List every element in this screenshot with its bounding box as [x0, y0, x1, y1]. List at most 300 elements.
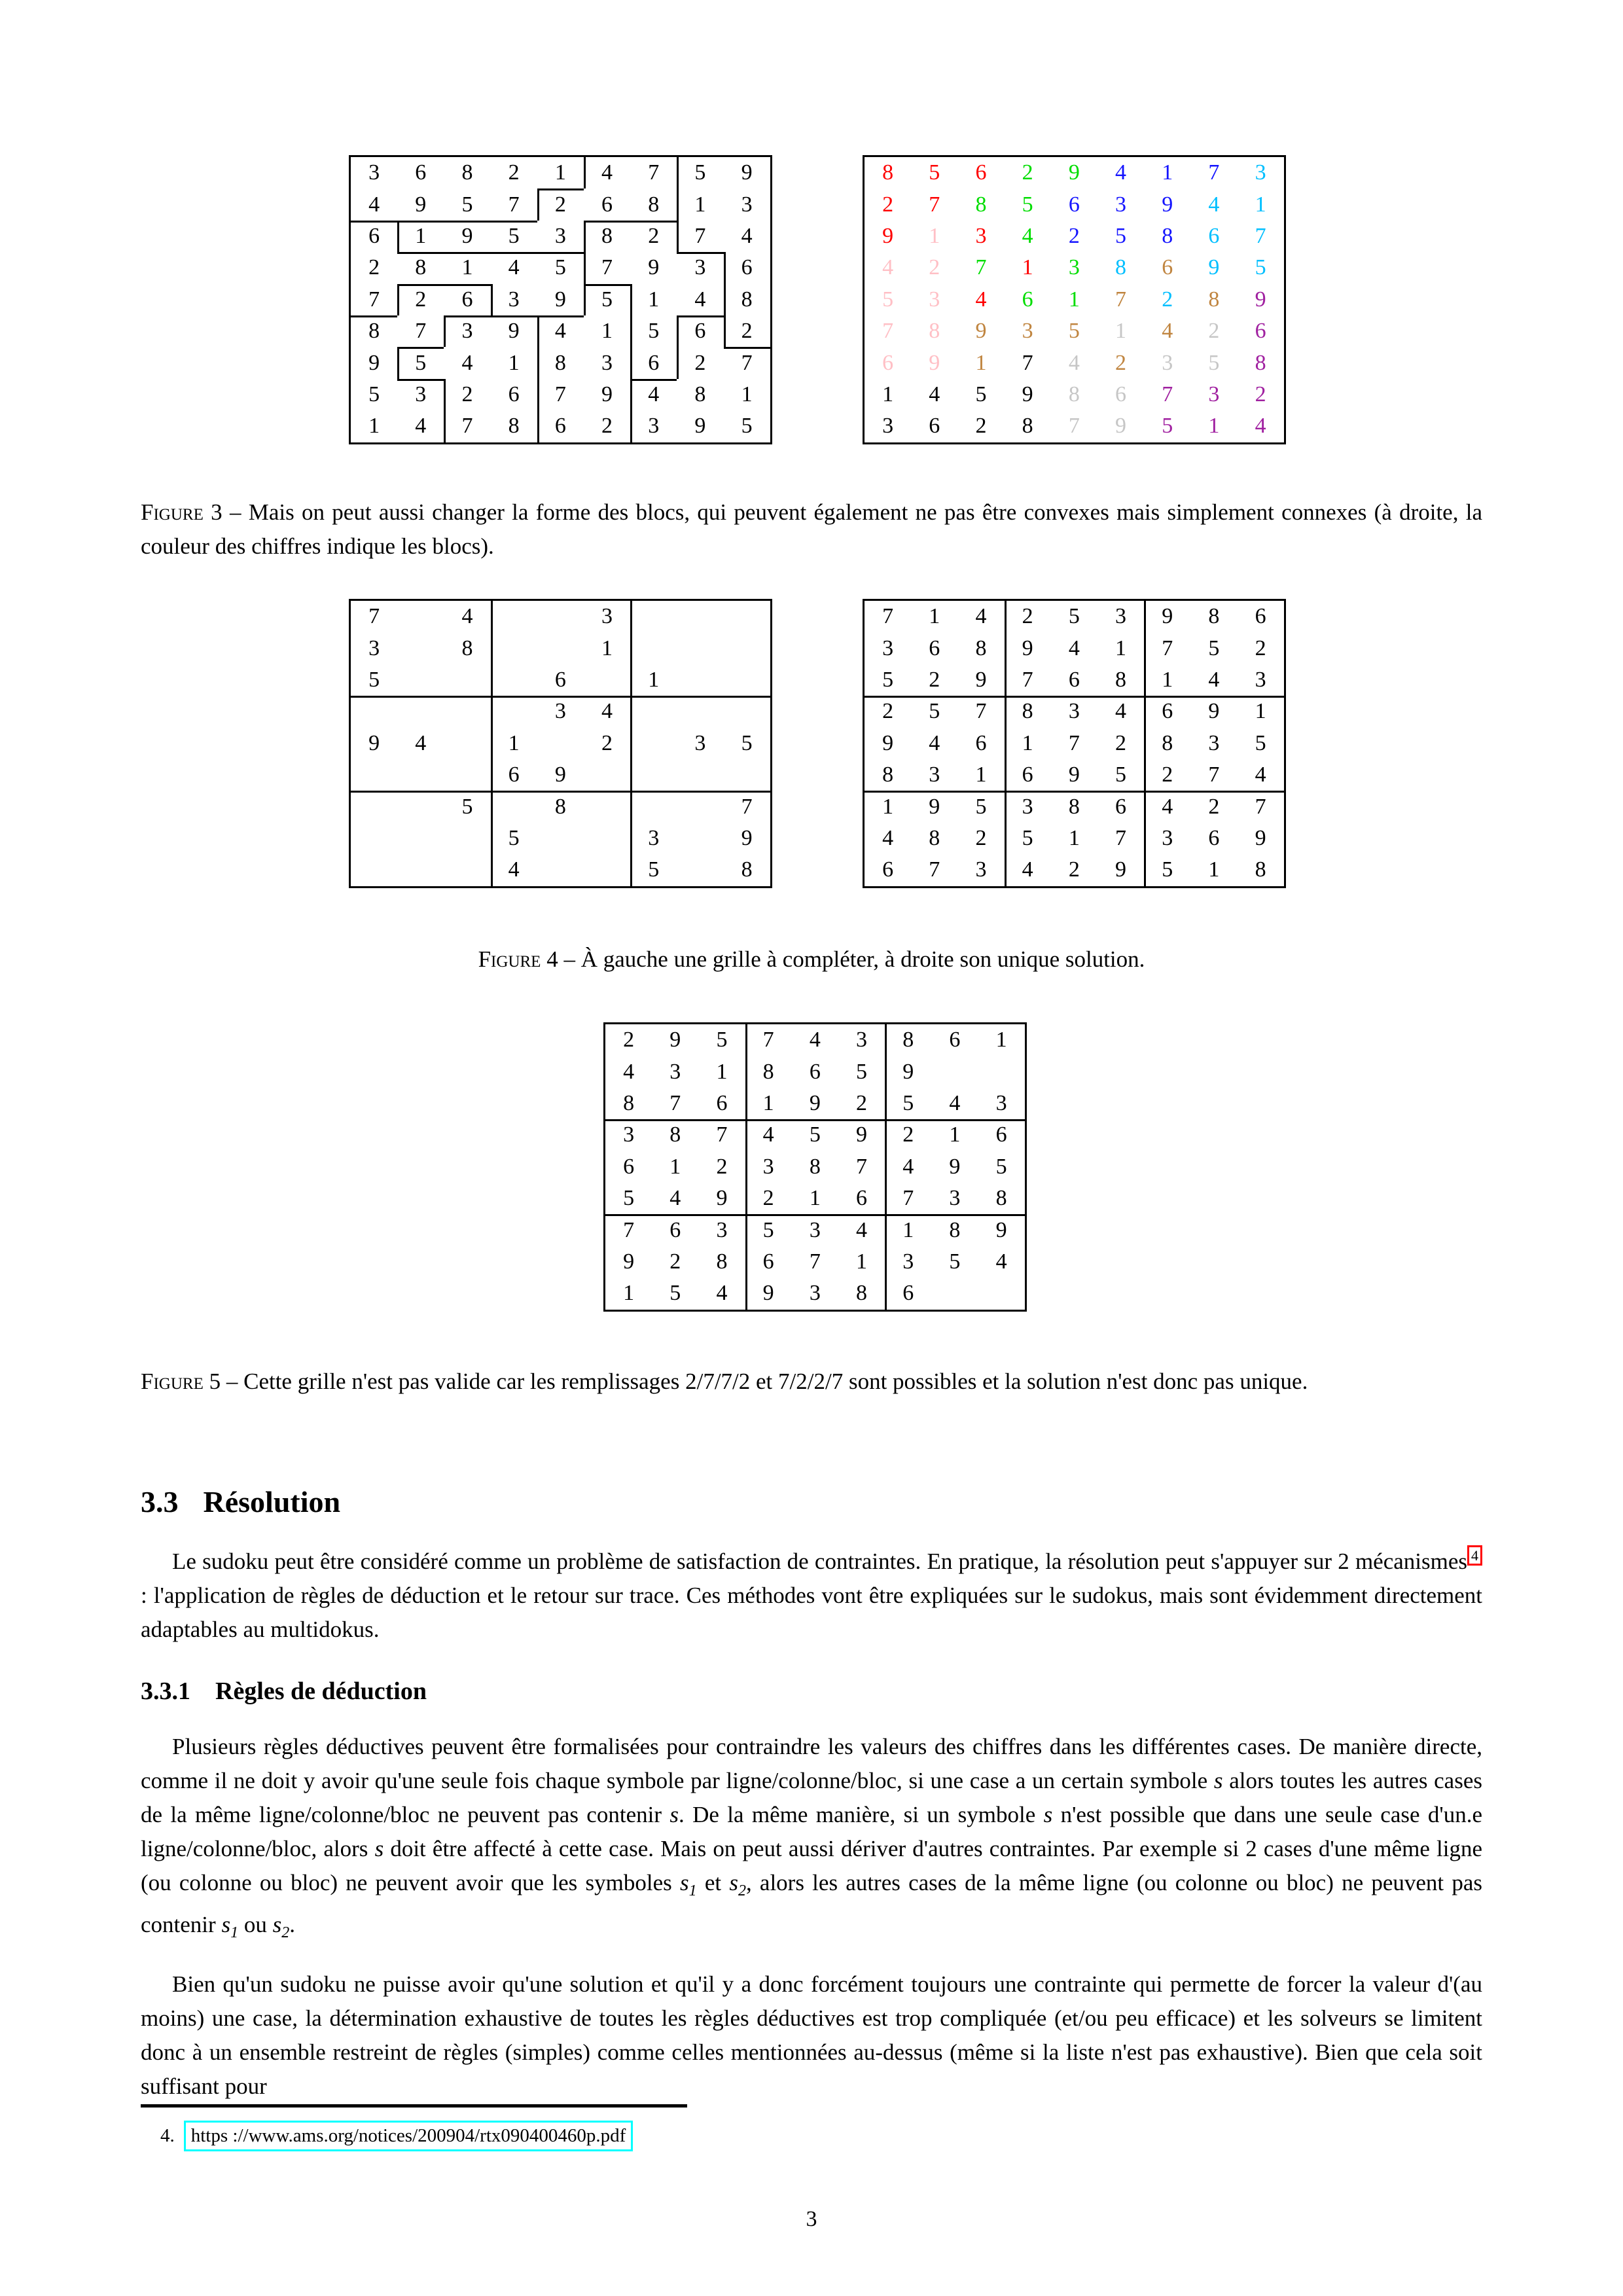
sudoku-cell: 2: [601, 414, 613, 439]
sudoku-cell: 1: [975, 350, 987, 375]
sudoku-cell: 3: [745, 1151, 792, 1183]
sudoku-cell: [351, 791, 397, 822]
sudoku-cell: 9: [1255, 825, 1266, 850]
sudoku-cell: 9: [741, 160, 753, 185]
sudoku-cell: 7: [1238, 791, 1284, 822]
sudoku-cell: 6: [623, 1154, 635, 1179]
sudoku-cell: [677, 664, 723, 696]
sudoku-cell: 4: [885, 1151, 931, 1183]
sudoku-cell: 6: [1068, 192, 1080, 217]
sudoku-cell: 9: [745, 1278, 792, 1309]
sudoku-cell: 7: [1022, 350, 1033, 375]
sudoku-cell: 7: [882, 319, 894, 344]
sudoku-cell: 1: [1238, 696, 1284, 727]
sudoku-cell: [931, 1278, 978, 1309]
sudoku-cell: 2: [975, 414, 987, 439]
sudoku-cell: 1: [856, 1249, 868, 1274]
sudoku-cell: 1: [1022, 255, 1033, 280]
sudoku-cell: 7: [957, 696, 1004, 727]
sudoku-cell: 5: [1208, 636, 1220, 660]
sudoku-cell: 5: [745, 1214, 792, 1246]
sudoku-cell: 4: [1068, 350, 1080, 375]
sudoku-cell: 8: [882, 160, 894, 185]
figure4-caption-text: À gauche une grille à compléter, à droite son unique solution.: [580, 946, 1145, 972]
subsection-heading: [141, 1677, 427, 1706]
sudoku-cell: 8: [584, 221, 630, 252]
sudoku-cell: 9: [975, 667, 987, 692]
sudoku-cell: 7: [368, 604, 380, 629]
sudoku-cell: 7: [856, 1154, 868, 1179]
sudoku-cell: 3: [601, 350, 613, 375]
sudoku-cell: 8: [1255, 857, 1266, 882]
sudoku-cell: 9: [741, 825, 753, 850]
sudoku-cell: 5: [949, 1249, 961, 1274]
sudoku-cell: 9: [491, 315, 537, 347]
sudoku-cell: 1: [931, 1119, 978, 1151]
sudoku-cell: 3: [975, 857, 987, 882]
sudoku-cell: 7: [929, 857, 940, 882]
caption-separator: –: [229, 499, 241, 525]
sudoku-cell: 5: [397, 347, 444, 378]
sudoku-cell: 4: [1255, 762, 1266, 787]
sudoku-cell: 3: [397, 379, 444, 410]
sudoku-grid-colored-blocks: [863, 155, 1286, 444]
sudoku-cell: 3: [1144, 823, 1190, 854]
sudoku-cell: 3: [630, 410, 677, 442]
sudoku-cell: 4: [745, 1119, 792, 1151]
sudoku-cell: 4: [838, 1214, 885, 1246]
sudoku-cell: [677, 759, 723, 791]
sudoku-cell: 5: [623, 1186, 635, 1211]
figure3-label: Figure 3: [141, 499, 223, 525]
sudoku-cell: [491, 664, 537, 696]
sudoku-cell: 6: [351, 221, 397, 252]
footnote-url-link[interactable]: https ://www.ams.org/notices/200904/rtx090400460p.pdf: [184, 2121, 633, 2151]
sudoku-cell: 9: [838, 1119, 885, 1151]
sudoku-cell: 7: [1255, 223, 1266, 248]
sudoku-cell: 9: [1208, 255, 1220, 280]
sudoku-cell: 8: [929, 825, 940, 850]
sudoku-cell: 8: [929, 319, 940, 344]
sudoku-cell: 9: [809, 1090, 821, 1115]
sudoku-cell: 5: [461, 192, 473, 217]
sudoku-cell: 6: [929, 414, 940, 439]
sudoku-cell: 1: [716, 1059, 728, 1084]
sudoku-cell: 2: [623, 1028, 635, 1052]
sudoku-cell: 6: [975, 160, 987, 185]
sudoku-cell: 1: [601, 636, 613, 660]
sudoku-cell: [630, 632, 677, 664]
sudoku-cell: [584, 854, 630, 886]
sudoku-cell: 1: [975, 762, 987, 787]
sudoku-cell: 2: [677, 347, 723, 378]
sudoku-cell: 5: [1115, 762, 1127, 787]
sudoku-cell: 4: [929, 382, 940, 406]
figure4-label: Figure 4: [478, 946, 558, 972]
sudoku-cell: [537, 601, 584, 632]
sudoku-cell: 2: [1190, 791, 1237, 822]
sudoku-cell: 9: [975, 319, 987, 344]
subsection-paragraph-1-text: Plusieurs règles déductives peuvent être formalisées pour contraindre les valeurs des chiffres dans les différentes cases. De manière directe, comme il ne doit y avoir qu'une seule fois chaque symbole par ligne/colonne/bloc, si une case a un certain symbole s alors toutes les autres cases de la même ligne/colonne/bloc ne peuvent pas contenir s. De la même manière, si un symbole s n'est possible que dans une seule case d'un.e ligne/colonne/bloc, alors s doit être affecté à cette case. Mais on peut aussi dériver d'autres contraintes. Par exemple si 2 cases d'une même ligne (ou colonne ou bloc) ne peuvent avoir que les symboles $s_1$ et $s_2$, alors les autres cases de la même ligne (ou colonne ou bloc) ne peuvent pas contenir $s_1$ ou $s_2$.: [141, 1734, 1483, 1941]
sudoku-cell: 3: [1255, 160, 1266, 185]
sudoku-cell: 4: [882, 825, 894, 850]
sudoku-cell: 2: [1115, 730, 1127, 755]
sudoku-cell: 4: [1097, 696, 1144, 727]
sudoku-cell: 8: [809, 1154, 821, 1179]
sudoku-cell: 6: [1097, 791, 1144, 822]
sudoku-cell: 5: [1255, 255, 1266, 280]
sudoku-cell: 4: [491, 854, 537, 886]
sudoku-cell: 8: [461, 636, 473, 660]
sudoku-cell: 9: [444, 221, 490, 252]
footnote-reference-marker[interactable]: 4: [1467, 1545, 1482, 1566]
sudoku-cell: 6: [882, 857, 894, 882]
sudoku-cell: 4: [975, 604, 987, 629]
sudoku-cell: 2: [929, 255, 940, 280]
sudoku-cell: 8: [741, 857, 753, 882]
sudoku-cell: [677, 696, 723, 727]
sudoku-cell: 1: [1208, 857, 1220, 882]
sudoku-cell: [630, 759, 677, 791]
sudoku-cell: 7: [882, 604, 894, 629]
sudoku-cell: 5: [1255, 730, 1266, 755]
subsection-paragraph-2-text: Bien qu'un sudoku ne puisse avoir qu'une solution et qu'il y a donc forcément toujours une contrainte qui permette de forcer la valeur d'(au moins) une case, la détermination exhaustive de toutes les règles déductives est trop compliquée (et/ou peu efficace) et les solveurs se limitent donc à un ensemble restreint de règles (simples) comme celles mentionnées au-dessus (même si la liste n'est pas exhaustive). Bien que cela soit suffisant pour: [141, 1971, 1482, 2099]
sudoku-cell: 5: [856, 1059, 868, 1084]
sudoku-cell: 7: [1115, 825, 1127, 850]
sudoku-cell: 3: [1208, 730, 1220, 755]
sudoku-cell: 3: [949, 1186, 961, 1211]
sudoku-cell: 6: [444, 284, 490, 315]
sudoku-cell: 4: [491, 252, 537, 283]
sudoku-cell: 9: [1144, 601, 1190, 632]
sudoku-cell: 6: [949, 1028, 961, 1052]
caption-separator: –: [226, 1369, 238, 1394]
sudoku-cell: 7: [1005, 664, 1051, 696]
sudoku-cell: 7: [724, 791, 770, 822]
sudoku-cell: 7: [669, 1090, 681, 1115]
sudoku-cell: 6: [491, 759, 537, 791]
sudoku-cell: 6: [537, 410, 584, 442]
subsection-title: Règles de déduction: [215, 1677, 427, 1705]
sudoku-cell: 2: [885, 1119, 931, 1151]
sudoku-cell: 7: [444, 410, 490, 442]
sudoku-cell: 8: [931, 1214, 978, 1246]
sudoku-cell: 6: [554, 667, 566, 692]
sudoku-cell: [537, 632, 584, 664]
sudoku-cell: [397, 696, 444, 727]
sudoku-cell: 9: [1190, 696, 1237, 727]
sudoku-cell: 4: [1255, 414, 1266, 439]
sudoku-cell: 8: [1255, 350, 1266, 375]
sudoku-cell: [677, 601, 723, 632]
sudoku-cell: 8: [1144, 728, 1190, 759]
sudoku-cell: [444, 759, 490, 791]
sudoku-cell: 3: [885, 1246, 931, 1278]
sudoku-cell: 5: [929, 160, 940, 185]
figure5-caption: [141, 1365, 1482, 1399]
sudoku-cell: 9: [1068, 762, 1080, 787]
sudoku-cell: 9: [1005, 632, 1051, 664]
sudoku-cell: [397, 632, 444, 664]
sudoku-cell: 3: [677, 252, 723, 283]
sudoku-cell: [537, 823, 584, 854]
sudoku-cell: 1: [630, 284, 677, 315]
sudoku-cell: 4: [809, 1028, 821, 1052]
sudoku-cell: 8: [1208, 604, 1220, 629]
sudoku-cell: 5: [957, 791, 1004, 822]
sudoku-cell: 6: [882, 350, 894, 375]
sudoku-cell: 4: [949, 1090, 961, 1115]
sudoku-cell: 6: [508, 382, 520, 406]
sudoku-cell: 5: [630, 854, 677, 886]
sudoku-cell: 9: [885, 1056, 931, 1087]
figure3-caption: [141, 495, 1482, 564]
sudoku-cell: 5: [630, 315, 677, 347]
sudoku-cell: 4: [415, 730, 427, 755]
sudoku-cell: [630, 696, 677, 727]
sudoku-cell: 3: [975, 223, 987, 248]
footnote-rule: [141, 2104, 687, 2108]
sudoku-cell: 2: [1208, 319, 1220, 344]
sudoku-cell: 7: [537, 379, 584, 410]
sudoku-cell: 3: [1022, 319, 1033, 344]
sudoku-cell: 5: [975, 382, 987, 406]
sudoku-cell: 2: [1022, 160, 1033, 185]
sudoku-cell: 1: [882, 382, 894, 406]
sudoku-cell: 1: [865, 791, 911, 822]
sudoku-cell: 8: [397, 252, 444, 283]
sudoku-cell: 7: [605, 1214, 652, 1246]
sudoku-cell: 8: [882, 762, 894, 787]
sudoku-cell: 5: [491, 221, 537, 252]
sudoku-cell: [537, 854, 584, 886]
sudoku-cell: 1: [745, 1088, 792, 1119]
sudoku-cell: 9: [882, 223, 894, 248]
sudoku-cell: 1: [1115, 319, 1127, 344]
sudoku-cell: 5: [1144, 854, 1190, 886]
sudoku-cell: 5: [1208, 350, 1220, 375]
sudoku-cell: 2: [537, 188, 584, 220]
sudoku-cell: 7: [1208, 160, 1220, 185]
sudoku-cell: 8: [648, 192, 660, 217]
sudoku-cell: 5: [995, 1154, 1007, 1179]
sudoku-cell: 7: [1162, 382, 1173, 406]
sudoku-cell: [931, 1056, 978, 1087]
sudoku-cell: 4: [1115, 160, 1127, 185]
sudoku-cell: 6: [1005, 759, 1051, 791]
sudoku-cell: 3: [1208, 382, 1220, 406]
sudoku-cell: [630, 728, 677, 759]
sudoku-cell: 6: [415, 160, 427, 185]
sudoku-cell: 4: [623, 1059, 635, 1084]
sudoku-cell: 1: [885, 1214, 931, 1246]
sudoku-cell: 6: [724, 252, 770, 283]
sudoku-cell: [491, 632, 537, 664]
sudoku-cell: [444, 854, 490, 886]
sudoku-solution-grid: [863, 599, 1286, 888]
sudoku-cell: [978, 1056, 1025, 1087]
sudoku-cell: [630, 601, 677, 632]
sudoku-cell: 2: [368, 255, 380, 280]
sudoku-cell: 4: [975, 287, 987, 312]
sudoku-cell: 7: [698, 1119, 745, 1151]
sudoku-cell: 8: [537, 347, 584, 378]
sudoku-cell: 5: [368, 382, 380, 406]
figure5-caption-text: Cette grille n'est pas valide car les remplissages 2/7/7/2 et 7/2/2/7 sont possibles et la solution n'est donc pas unique.: [243, 1369, 1308, 1394]
sudoku-cell: 5: [491, 823, 537, 854]
sudoku-cell: 4: [537, 315, 584, 347]
sudoku-cell: 3: [882, 414, 894, 439]
sudoku-cell: 4: [584, 696, 630, 727]
sudoku-cell: 8: [716, 1249, 728, 1274]
sudoku-cell: 3: [1051, 696, 1097, 727]
sudoku-cell: 4: [741, 223, 753, 248]
sudoku-cell: 4: [995, 1249, 1007, 1274]
sudoku-cell: 4: [1022, 223, 1033, 248]
sudoku-cell: 8: [995, 1186, 1007, 1211]
sudoku-cell: 2: [508, 160, 520, 185]
sudoku-cell: 6: [745, 1246, 792, 1278]
sudoku-cell: 3: [929, 762, 940, 787]
sudoku-cell: 5: [885, 1088, 931, 1119]
sudoku-cell: 1: [741, 382, 753, 406]
sudoku-cell: 6: [885, 1278, 931, 1309]
sudoku-cell: 5: [1162, 414, 1173, 439]
sudoku-cell: 3: [929, 287, 940, 312]
sudoku-cell: [397, 664, 444, 696]
sudoku-cell: 7: [584, 252, 630, 283]
sudoku-cell: 5: [882, 287, 894, 312]
sudoku-cell: 1: [995, 1028, 1007, 1052]
sudoku-cell: 6: [1162, 255, 1173, 280]
sudoku-cell: 9: [1115, 857, 1127, 882]
section-paragraph: [141, 1545, 1482, 1647]
sudoku-cell: [444, 664, 490, 696]
sudoku-cell: 2: [1115, 350, 1127, 375]
section-paragraph-text: Le sudoku peut être considéré comme un problème de satisfaction de contraintes. En pratique, la résolution peut s'appuyer sur 2 mécanismes $^4$ : l'application de règles de déduction et le retour sur trace. Ces méthodes vont être expliquées sur le sudokus, mais sont évidemment directement adaptables au multidokus.: [141, 1549, 1482, 1642]
sudoku-cell: 2: [669, 1249, 681, 1274]
sudoku-cell: 9: [716, 1186, 728, 1211]
sudoku-cell: 3: [1115, 192, 1127, 217]
sudoku-cell: 6: [677, 315, 723, 347]
sudoku-cell: 6: [1208, 223, 1220, 248]
sudoku-cell: 3: [809, 1281, 821, 1306]
sudoku-cell: 6: [929, 636, 940, 660]
sudoku-cell: [677, 632, 723, 664]
sudoku-cell: 2: [1144, 759, 1190, 791]
sudoku-cell: 9: [648, 255, 660, 280]
sudoku-cell: 1: [929, 223, 940, 248]
sudoku-cell: 2: [745, 1183, 792, 1214]
sudoku-cell: [351, 854, 397, 886]
sudoku-cell: 3: [491, 284, 537, 315]
sudoku-cell: 9: [368, 730, 380, 755]
sudoku-cell: [397, 759, 444, 791]
sudoku-cell: 5: [669, 1281, 681, 1306]
sudoku-cell: 7: [724, 347, 770, 378]
sudoku-grid-irregular-blocks: [349, 155, 772, 444]
sudoku-cell: 3: [792, 1214, 838, 1246]
sudoku-cell: 5: [741, 414, 753, 439]
sudoku-cell: 5: [444, 791, 490, 822]
sudoku-cell: 8: [537, 791, 584, 822]
sudoku-cell: 5: [1022, 192, 1033, 217]
sudoku-cell: 1: [1115, 636, 1127, 660]
sudoku-cell: 4: [1005, 854, 1051, 886]
sudoku-cell: [630, 791, 677, 822]
sudoku-cell: 7: [415, 319, 427, 344]
sudoku-cell: [397, 601, 444, 632]
sudoku-cell: [491, 601, 537, 632]
sudoku-cell: 1: [1068, 287, 1080, 312]
sudoku-cell: 8: [724, 284, 770, 315]
sudoku-cell: 1: [601, 319, 613, 344]
sudoku-cell: 8: [856, 1281, 868, 1306]
sudoku-cell: 4: [630, 379, 677, 410]
sudoku-cell: 4: [1208, 667, 1220, 692]
sudoku-cell: 5: [1068, 319, 1080, 344]
sudoku-cell: 8: [1162, 223, 1173, 248]
sudoku-cell: 4: [1144, 791, 1190, 822]
sudoku-cell: 8: [508, 414, 520, 439]
subsection-paragraph-1: [141, 1730, 1482, 1950]
sudoku-cell: 3: [537, 696, 584, 727]
sudoku-cell: 1: [444, 252, 490, 283]
sudoku-cell: 7: [368, 287, 380, 312]
section-number: 3.3: [141, 1485, 179, 1518]
sudoku-cell: 8: [694, 382, 706, 406]
sudoku-cell: 1: [508, 350, 520, 375]
sudoku-cell: 6: [1144, 696, 1190, 727]
sudoku-cell: 6: [856, 1186, 868, 1211]
sudoku-cell: 5: [677, 157, 723, 188]
sudoku-cell: 2: [1068, 223, 1080, 248]
sudoku-cell: 3: [368, 636, 380, 660]
sudoku-cell: [584, 791, 630, 822]
sudoku-cell: 4: [368, 192, 380, 217]
sudoku-cell: 2: [1068, 857, 1080, 882]
sudoku-cell: 8: [975, 636, 987, 660]
sudoku-cell: 9: [1068, 160, 1080, 185]
sudoku-cell: 3: [741, 192, 753, 217]
sudoku-cell: 3: [368, 160, 380, 185]
sudoku-cell: [397, 823, 444, 854]
sudoku-cell: 8: [1115, 667, 1127, 692]
sudoku-cell: 1: [491, 728, 537, 759]
sudoku-cell: 1: [1162, 160, 1173, 185]
sudoku-cell: 7: [1068, 414, 1080, 439]
sudoku-cell: 7: [929, 192, 940, 217]
sudoku-cell: 6: [1255, 604, 1266, 629]
sudoku-cell: 1: [1208, 414, 1220, 439]
sudoku-cell: 7: [885, 1183, 931, 1214]
sudoku-cell: 4: [584, 157, 630, 188]
sudoku-cell: 1: [623, 1281, 635, 1306]
sudoku-cell: 3: [694, 730, 706, 755]
sudoku-cell: 2: [856, 1090, 868, 1115]
sudoku-cell: 1: [630, 664, 677, 696]
sudoku-cell: 9: [949, 1154, 961, 1179]
sudoku-cell: 8: [461, 160, 473, 185]
sudoku-cell: 5: [741, 730, 753, 755]
sudoku-cell: 5: [911, 696, 957, 727]
sudoku-cell: 2: [630, 221, 677, 252]
section-heading: [141, 1484, 340, 1519]
sudoku-cell: 9: [669, 1028, 681, 1052]
sudoku-cell: 7: [508, 192, 520, 217]
sudoku-cell: 5: [1005, 823, 1051, 854]
sudoku-cell: [537, 728, 584, 759]
